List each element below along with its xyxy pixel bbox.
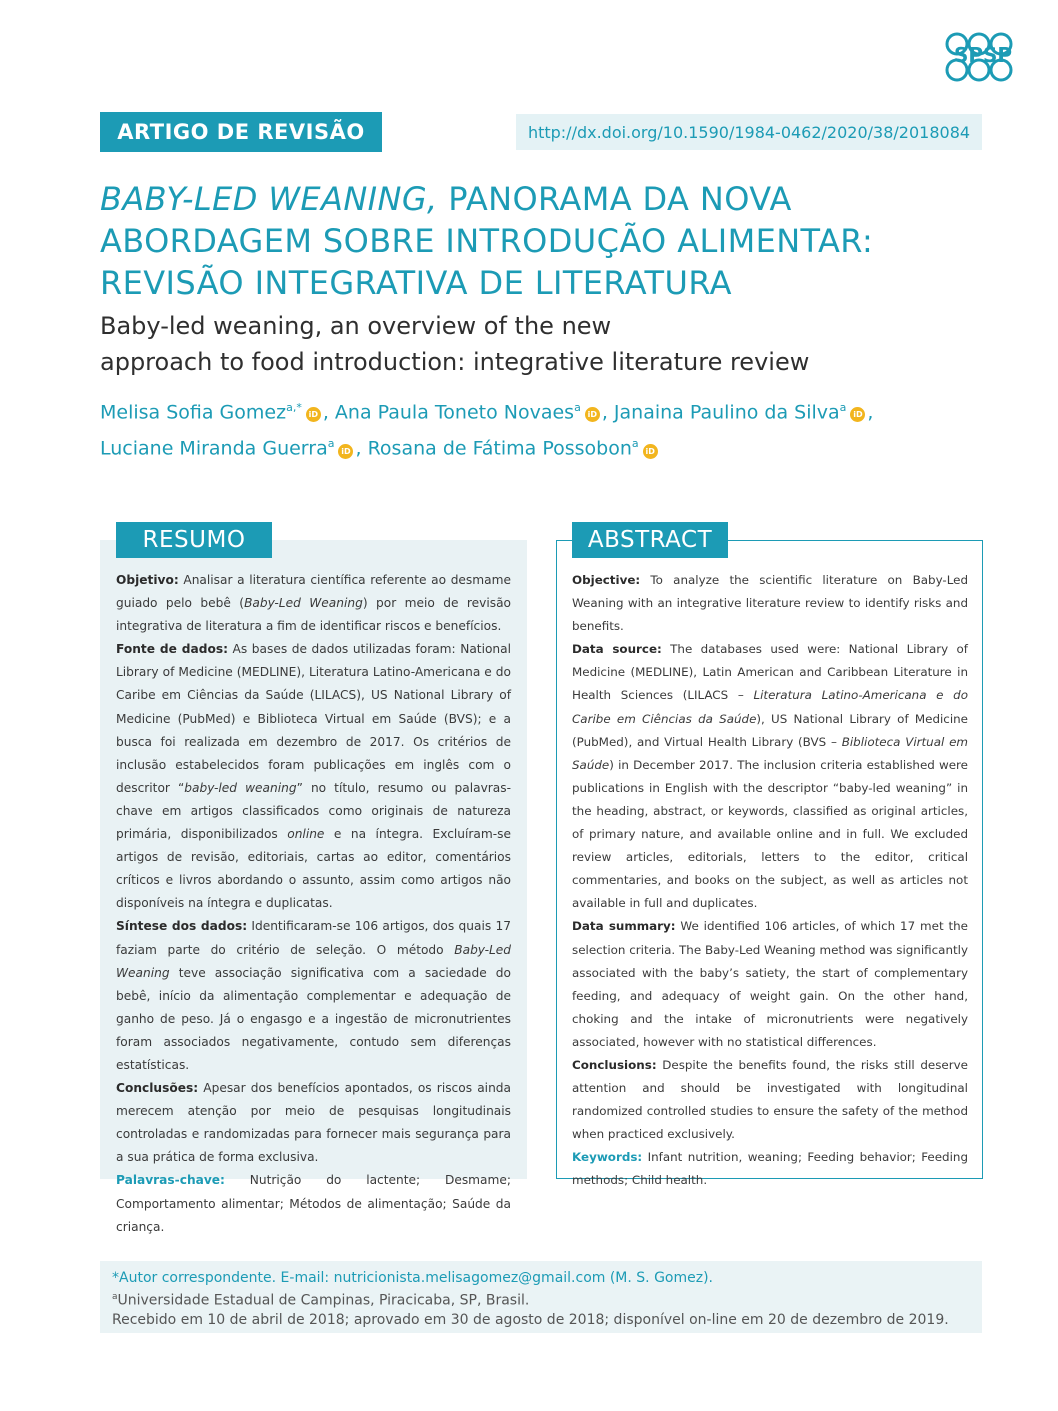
abstract-keywords [572, 1146, 968, 1192]
title-english [100, 308, 960, 380]
text-span: Nutrição do lactente; Desmame; Comportamento alimentar; Métodos de alimentação; Saúde da criança. [116, 1173, 511, 1234]
text-span: ) in December 2017. The inclusion criteria established were publications in English with the descriptor “baby-led weaning” in the heading, abstract, or keywords, classified as original articles, of primary nature, and available online and in full. We excluded review articles, editorials, letters to the editor, critical commentaries, and books on the subject, as well as articles not available in full and duplicates. [572, 757, 968, 911]
resumo-sintese [116, 915, 511, 1077]
author-separator: , [867, 401, 874, 424]
text-italic: Baby-Led Weaning [244, 596, 363, 611]
text-span: Apesar dos benefícios apontados, os riscos ainda merecem atenção por meio de pesquisas longitudinais controladas e randomizadas para fornecer mais segurança para a sua prática de forma exclusiva. [116, 1081, 511, 1165]
corresponding-author: *Autor correspondente. E-mail: nutricionista.melisagomez@gmail.com (M. S. Gomez). [112, 1270, 714, 1286]
text-span: As bases de dados utilizadas foram: National Library of Medicine (MEDLINE), Literatura Latino-Americana e do Caribe em Ciências da Saúde (LILACS), US National Library of Medicine (PubMed) e Biblioteca Virtual em Saúde (BVS); e a busca foi realizada em dezembro de 2017. Os critérios de inclusão estabelecidos foram publicações em inglês com o descritor “ [116, 642, 511, 795]
resumo-objetivo [116, 569, 511, 638]
text-span: ), US National Library of Medicine (PubMed), and Virtual Health Library (BVS – [572, 711, 968, 749]
sbp-logo-icon [944, 30, 1022, 86]
text-span: Analisar a literatura científica referente ao desmame guiado pelo bebê ( [116, 573, 511, 611]
abstract-keywords-label: Keywords: [572, 1150, 643, 1165]
resumo-keywords [116, 1169, 511, 1238]
affiliation-sup: a [112, 1292, 118, 1302]
text-span: Despite the benefits found, the risks still deserve attention and should be investigated with longitudinal randomized controlled studies to ensure the safety of the method when practiced exclusively. [572, 1057, 968, 1142]
abstract-summary [572, 915, 968, 1054]
orcid-icon[interactable]: iD [585, 407, 600, 422]
orcid-icon[interactable]: iD [338, 444, 353, 459]
authors-list [100, 392, 1000, 465]
text-span: e na íntegra. Excluíram-se artigos de revisão, editoriais, cartas ao editor, comentários críticos e livros abordando o assunto, assim como artigos não disponíveis na íntegra e duplicatas. [116, 827, 511, 911]
text-italic: Baby-Led Weaning [116, 942, 511, 980]
resumo-objetivo-label: Objetivo: [116, 573, 179, 587]
logo-text: SPSP [953, 43, 1013, 67]
text-span: Infant nutrition, weaning; Feeding behavior; Feeding methods; Child health. [572, 1150, 968, 1188]
author-name: Janaina Paulino da Silva [613, 401, 840, 424]
text-span: teve associação significativa com a saciedade do bebê, início da alimentação complementar e adequação de ganho de peso. Já o engasgo e a ingestão de micronutrientes foram associados negativamente, contudo sem diferenças estatísticas. [116, 965, 511, 1072]
resumo-sintese-label: Síntese dos dados: [116, 919, 248, 934]
text-span: ” no título, resumo ou palavras-chave em artigos classificados como originais de natureza primária, disponibilizados [116, 780, 512, 842]
text-span: We identified 106 articles, of which 17 met the selection criteria. The Baby-Led Weaning method was significantly associated with the baby’s satiety, the start of complementary feeding, and adequacy of weight gain. On the other hand, choking and the intake of micronutrients were negatively associated, however with no statistical differences. [572, 919, 968, 1049]
text-italic: baby-led weaning [184, 780, 297, 795]
title-portuguese [100, 178, 1000, 304]
text-italic: Biblioteca Virtual em Saúde [572, 734, 968, 772]
author-affiliation-sup: a,* [286, 401, 302, 414]
author-name: Luciane Miranda Guerra [100, 437, 328, 460]
publication-dates: Recebido em 10 de abril de 2018; aprovado em 30 de agosto de 2018; disponível on-line em 20 de dezembro de 2019. [112, 1311, 949, 1328]
author-affiliation-sup: a [839, 401, 847, 414]
text-span: To analyze the scientific literature on Baby-Led Weaning with an integrative literature review to identify risks and benefits. [572, 573, 968, 634]
resumo-fonte-label: Fonte de dados: [116, 642, 228, 657]
resumo-conclusoes-label: Conclusões: [116, 1081, 199, 1096]
footer-notes [100, 1261, 982, 1333]
author-separator: , [322, 401, 335, 424]
text-span: The databases used were: National Library of Medicine (MEDLINE), Latin American and Caribbean Literature in Health Sciences (LILACS – [572, 642, 968, 703]
abstract-text [572, 569, 968, 1193]
title-italic-part: BABY-LED WEANING, [100, 180, 438, 218]
text-italic: Literatura Latino-Americana e do Caribe em Ciências da Saúde [572, 688, 968, 726]
orcid-icon[interactable]: iD [850, 407, 865, 422]
abstract-summary-label: Data summary: [572, 919, 676, 934]
author-name: Melisa Sofia Gomez [100, 401, 287, 424]
author-affiliation-sup: a [631, 437, 639, 451]
resumo-keywords-label: Palavras-chave: [116, 1173, 225, 1188]
abstract-conclusions-label: Conclusions: [572, 1057, 657, 1072]
author-separator: , [601, 401, 614, 424]
abstract-heading: ABSTRACT [572, 522, 728, 558]
author-affiliation-sup: a [574, 401, 581, 414]
affiliation-text: Universidade Estadual de Campinas, Piracicaba, SP, Brasil. [117, 1292, 530, 1309]
abstract-conclusions [572, 1054, 968, 1146]
abstract-source-label: Data source: [572, 642, 662, 657]
text-italic: online [287, 827, 325, 842]
abstract-objective-label: Objective: [572, 573, 641, 587]
doi-link[interactable]: http://dx.doi.org/10.1590/1984-0462/2020/38/2018084 [516, 114, 982, 150]
abstract-source [572, 638, 968, 915]
abstract-objective [572, 569, 968, 638]
text-span: ) por meio de revisão integrativa de literatura a fim de identificar riscos e benefícios. [116, 596, 512, 634]
section-tag: ARTIGO DE REVISÃO [100, 112, 382, 152]
author-affiliation-sup: a [327, 437, 335, 451]
title-english-line1: Baby-led weaning, an overview of the new [100, 312, 612, 340]
orcid-icon[interactable]: iD [306, 407, 321, 422]
affiliation [112, 1288, 982, 1311]
resumo-text [116, 569, 511, 1239]
resumo-conclusoes [116, 1077, 511, 1169]
resumo-fonte [116, 638, 511, 915]
title-english-line2: approach to food introduction: integrative literature review [100, 348, 810, 376]
author-separator: , [355, 437, 368, 460]
text-span: Identificaram-se 106 artigos, dos quais 17 faziam parte do critério de seleção. O método [116, 919, 511, 957]
orcid-icon[interactable]: iD [643, 444, 658, 459]
title-main-part: PANORAMA DA NOVA ABORDAGEM SOBRE INTRODUÇÃO ALIMENTAR: REVISÃO INTEGRATIVA DE LITERATURA [100, 180, 874, 302]
author-name: Ana Paula Toneto Novaes [334, 401, 575, 424]
resumo-heading: RESUMO [116, 522, 272, 558]
author-name: Rosana de Fátima Possobon [367, 437, 632, 460]
